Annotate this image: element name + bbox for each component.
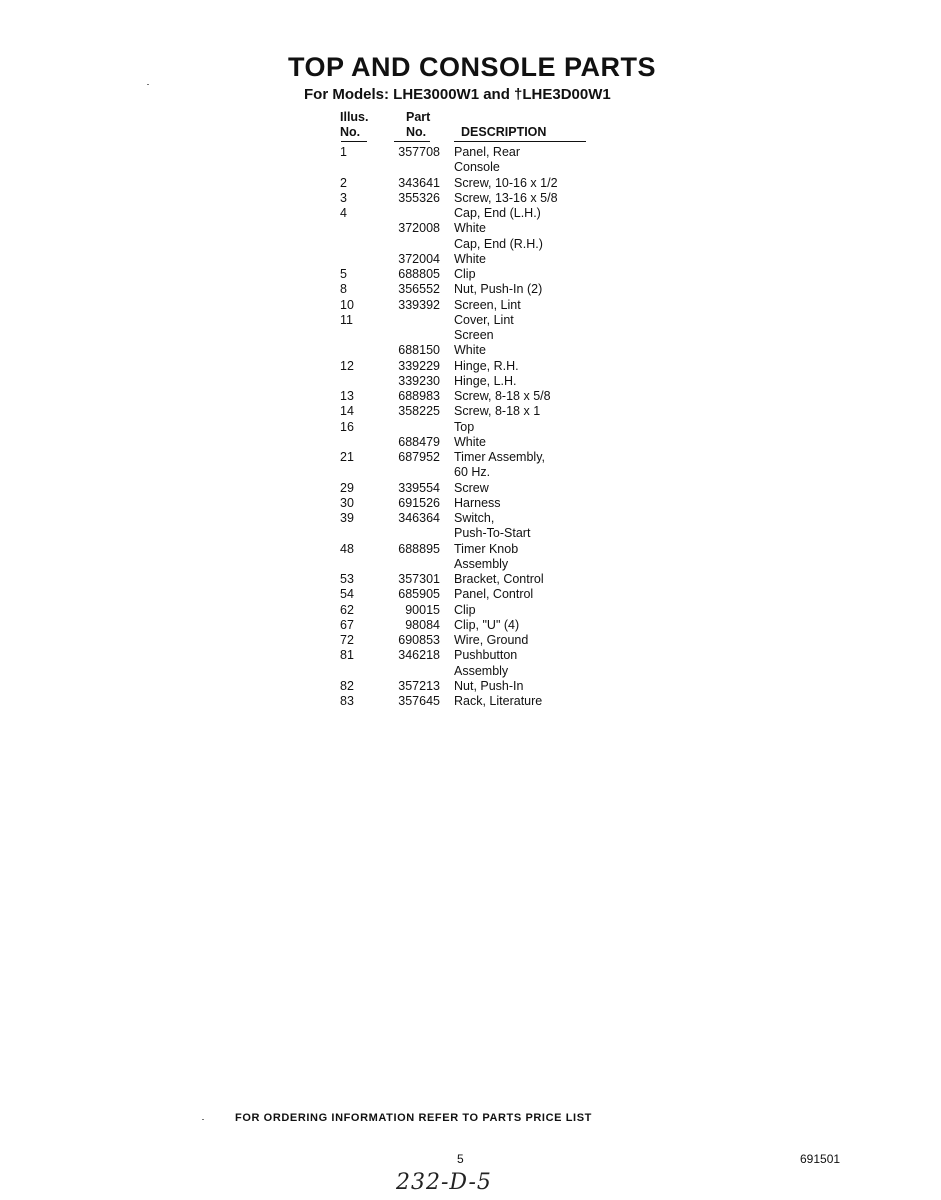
part-description: Cover, Lint xyxy=(454,312,514,327)
handwritten-note: 232-D-5 xyxy=(396,1170,492,1195)
part-description: Screen xyxy=(454,328,494,342)
part-description: Hinge, R.H. xyxy=(454,358,519,373)
part-description: Clip, "U" (4) xyxy=(454,617,520,632)
page-number: 5 xyxy=(457,1152,464,1166)
part-description: White xyxy=(454,343,486,358)
illus-number: 1 xyxy=(340,145,347,159)
document-number: 691501 xyxy=(800,1152,841,1166)
part-header-rule xyxy=(394,141,430,142)
part-description: White xyxy=(454,221,486,236)
part-number: 372008 xyxy=(398,221,440,236)
part-description: Assembly xyxy=(454,556,509,571)
part-description: Top xyxy=(454,419,475,434)
part-description: Screw, 8-18 x 5/8 xyxy=(454,389,551,403)
part-header-line1: Part xyxy=(406,110,431,124)
illus-number: 81 xyxy=(340,648,354,663)
part-description: Screw, 13-16 x 5/8 xyxy=(454,190,558,205)
part-number: 346364 xyxy=(398,511,440,525)
part-number: 358225 xyxy=(398,404,440,419)
part-description: Panel, Control xyxy=(454,587,534,602)
illus-number: 3 xyxy=(340,190,347,205)
illus-number: 29 xyxy=(340,480,354,495)
scan-speck xyxy=(202,1119,204,1120)
illus-number: 16 xyxy=(340,419,354,434)
part-description: Bracket, Control xyxy=(454,572,544,586)
part-number: 691526 xyxy=(398,495,440,510)
part-description: Screw, 10-16 x 1/2 xyxy=(454,175,558,190)
part-number: 339229 xyxy=(398,358,440,373)
part-number: 688895 xyxy=(398,541,440,556)
illus-header-rule xyxy=(341,141,367,142)
part-no-header xyxy=(406,110,430,140)
illus-number: 5 xyxy=(340,267,347,281)
description-header-rule xyxy=(454,141,586,142)
part-number: 690853 xyxy=(398,633,440,647)
illus-number: 8 xyxy=(340,282,347,297)
part-description: Clip xyxy=(454,267,476,281)
part-description: Hinge, L.H. xyxy=(454,373,517,388)
part-description: Harness xyxy=(454,495,501,510)
part-number: 339230 xyxy=(398,373,440,388)
illus-number: 83 xyxy=(340,694,354,708)
part-number: 688983 xyxy=(398,389,440,403)
part-description: Console xyxy=(454,160,500,175)
illus-number: 53 xyxy=(340,572,354,586)
part-description: Clip xyxy=(454,602,476,617)
illus-number: 48 xyxy=(340,541,354,556)
illus-number: 62 xyxy=(340,602,354,617)
part-description: Cap, End (R.H.) xyxy=(454,236,543,251)
part-description: Rack, Literature xyxy=(454,694,543,708)
part-description: Nut, Push-In xyxy=(454,678,524,693)
illus-number: 4 xyxy=(340,206,347,220)
part-number: 339554 xyxy=(398,480,440,495)
part-description: Timer Knob xyxy=(454,541,519,556)
illus-number: 21 xyxy=(340,450,354,464)
part-description: Panel, Rear xyxy=(454,145,521,159)
illus-number: 14 xyxy=(340,404,354,419)
part-description: Push-To-Start xyxy=(454,526,531,541)
illus-number: 39 xyxy=(340,511,354,525)
part-number: 688150 xyxy=(398,343,440,358)
part-number: 357301 xyxy=(398,572,440,586)
illus-number: 30 xyxy=(340,495,354,510)
illus-number: 54 xyxy=(340,587,354,602)
illus-number: 72 xyxy=(340,633,354,647)
part-description: White xyxy=(454,251,486,266)
illus-number: 13 xyxy=(340,389,354,403)
part-number: 357645 xyxy=(398,694,440,708)
part-number: 343641 xyxy=(398,175,440,190)
page-title: TOP AND CONSOLE PARTS xyxy=(288,52,657,82)
part-number: 355326 xyxy=(398,190,440,205)
part-description: Assembly xyxy=(454,663,509,678)
part-number: 356552 xyxy=(398,282,440,297)
part-header-line2: No. xyxy=(406,125,427,139)
part-number: 688805 xyxy=(398,267,440,281)
part-number: 687952 xyxy=(398,450,440,464)
part-description: Screw, 8-18 x 1 xyxy=(454,404,541,419)
part-number: 339392 xyxy=(398,297,440,312)
part-description: Screw xyxy=(454,480,489,495)
illus-no-header xyxy=(340,110,368,140)
part-number: 98084 xyxy=(405,617,440,632)
part-number: 685905 xyxy=(398,587,440,602)
illus-number: 67 xyxy=(340,617,354,632)
part-description: Screen, Lint xyxy=(454,297,521,312)
part-description: 60 Hz. xyxy=(454,465,491,480)
ordering-information-note: FOR ORDERING INFORMATION REFER TO PARTS PRICE LIST xyxy=(235,1112,592,1124)
part-description: White xyxy=(454,434,486,449)
illus-number: 82 xyxy=(340,678,354,693)
illus-number: 12 xyxy=(340,358,354,373)
part-number: 357708 xyxy=(398,145,440,159)
part-number: 372004 xyxy=(398,251,440,266)
part-description: Nut, Push-In (2) xyxy=(454,282,543,297)
part-number: 90015 xyxy=(405,602,440,617)
scan-speck xyxy=(147,84,149,85)
illus-number: 11 xyxy=(340,312,353,327)
part-description: Cap, End (L.H.) xyxy=(454,206,541,220)
part-number: 346218 xyxy=(398,648,440,663)
illus-header-line2: No. xyxy=(340,125,361,139)
part-description: Wire, Ground xyxy=(454,633,529,647)
part-number: 357213 xyxy=(398,678,440,693)
part-number: 688479 xyxy=(398,434,440,449)
part-description: Pushbutton xyxy=(454,648,518,663)
illus-header-line1: Illus. xyxy=(340,110,369,124)
part-description: Switch, xyxy=(454,511,495,525)
description-header: DESCRIPTION xyxy=(461,125,547,139)
illus-number: 10 xyxy=(340,297,354,312)
part-description: Timer Assembly, xyxy=(454,450,545,464)
illus-number: 2 xyxy=(340,175,347,190)
models-subtitle: For Models: LHE3000W1 and †LHE3D00W1 xyxy=(304,86,611,103)
